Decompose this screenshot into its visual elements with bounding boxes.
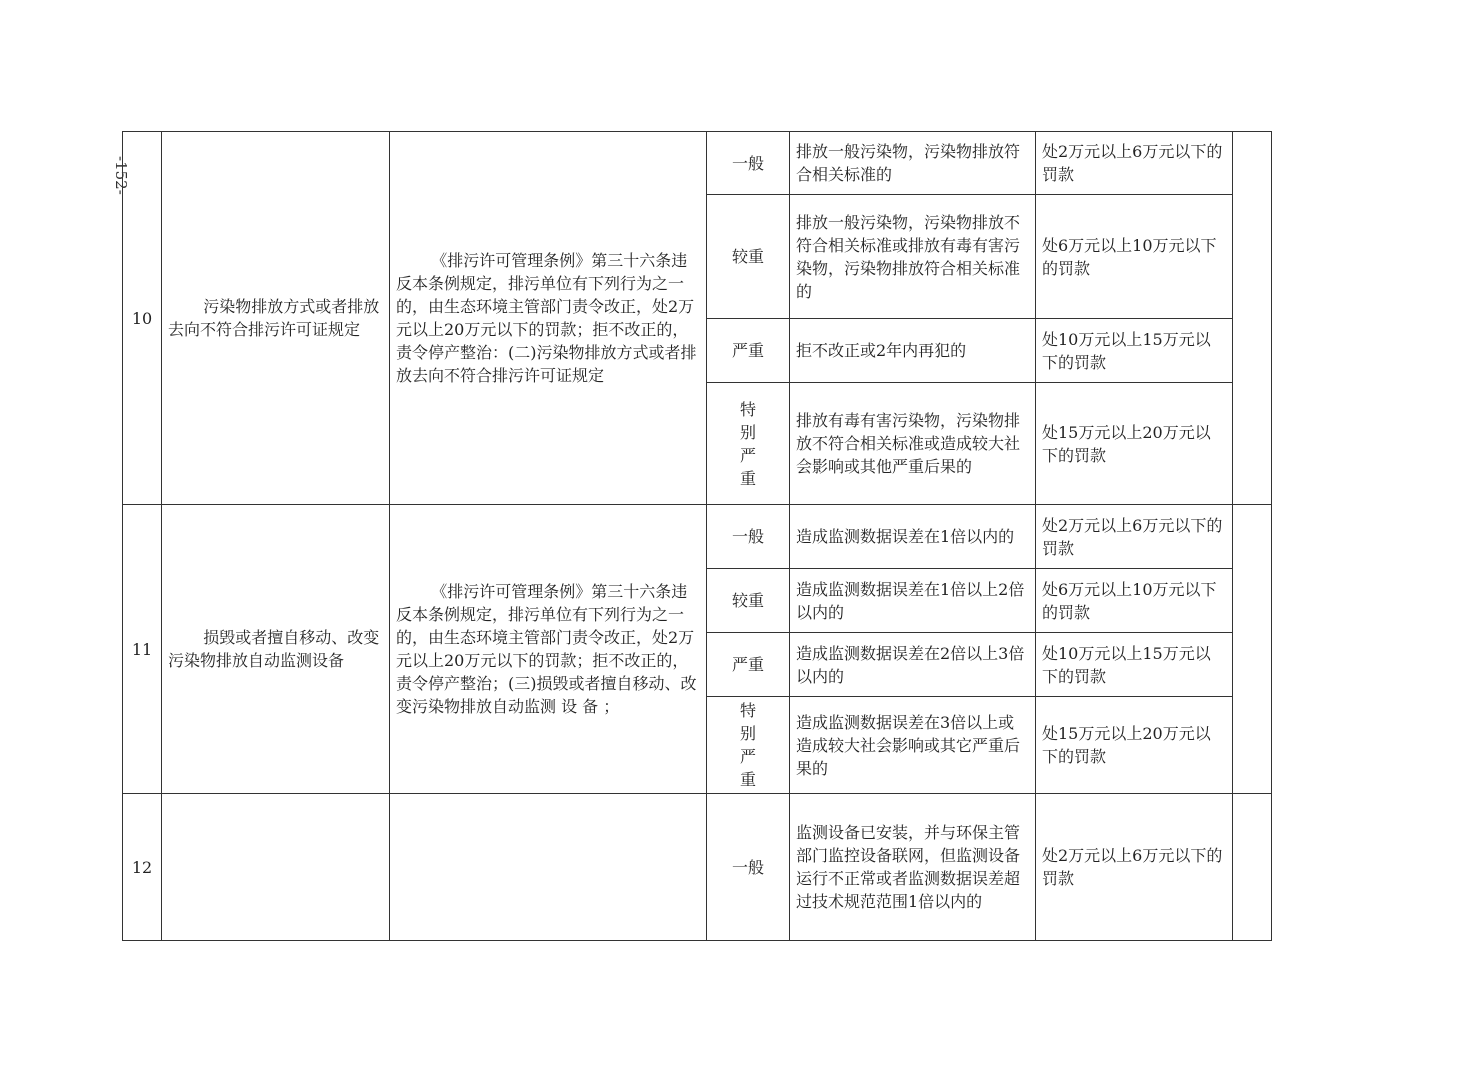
legal-basis: 《排污许可管理条例》第三十六条违反本条例规定，排污单位有下列行为之一的，由生态环境主管部门责令改正，处2万元以上20万元以下的罚款；拒不改正的，责令停产整治：(二)污染物排放方式或者排放去向不符合排污许可证规定: [390, 132, 707, 505]
penalty-standard: 处6万元以上10万元以下的罚款: [1036, 195, 1233, 319]
severity-level: 一般: [707, 794, 790, 941]
severity-level: 严重: [707, 633, 790, 697]
violation-circumstance: 排放有毒有害污染物，污染物排放不符合相关标准或造成较大社会影响或其他严重后果的: [790, 383, 1036, 505]
page-number: -152-: [112, 156, 130, 195]
violation-circumstance: 造成监测数据误差在3倍以上或造成较大社会影响或其它严重后果的: [790, 697, 1036, 794]
legal-basis: [390, 794, 707, 941]
remark-cell: [1233, 505, 1272, 794]
item-number: 12: [123, 794, 162, 941]
violation-circumstance: 排放一般污染物，污染物排放不符合相关标准或排放有毒有害污染物，污染物排放符合相关标准的: [790, 195, 1036, 319]
penalty-standard: 处2万元以上6万元以下的罚款: [1036, 132, 1233, 195]
severity-level: 较重: [707, 569, 790, 633]
penalty-standard: 处2万元以上6万元以下的罚款: [1036, 794, 1233, 941]
item-number: 10: [123, 132, 162, 505]
penalty-standard: 处10万元以上15万元以下的罚款: [1036, 633, 1233, 697]
table-row: [123, 132, 1272, 195]
severity-level: 一般: [707, 132, 790, 195]
violation-circumstance: 拒不改正或2年内再犯的: [790, 319, 1036, 383]
violation-description: 污染物排放方式或者排放去向不符合排污许可证规定: [162, 132, 390, 505]
penalty-standard: 处6万元以上10万元以下的罚款: [1036, 569, 1233, 633]
violation-circumstance: 排放一般污染物，污染物排放符合相关标准的: [790, 132, 1036, 195]
penalty-standard: 处15万元以上20万元以下的罚款: [1036, 697, 1233, 794]
penalty-standard: 处10万元以上15万元以下的罚款: [1036, 319, 1233, 383]
violation-circumstance: 造成监测数据误差在2倍以上3倍以内的: [790, 633, 1036, 697]
severity-level: 严重: [707, 319, 790, 383]
violation-description: [162, 794, 390, 941]
severity-level: 特别严重: [707, 697, 790, 794]
legal-basis: 《排污许可管理条例》第三十六条违反本条例规定，排污单位有下列行为之一的，由生态环境主管部门责令改正，处2万元以上20万元以下的罚款；拒不改正的，责令停产整治；(三)损毁或者擅自移动、改变污染物排放自动监测 设 备 ；: [390, 505, 707, 794]
table-row: [123, 505, 1272, 569]
item-number: 11: [123, 505, 162, 794]
penalty-standard: 处15万元以上20万元以下的罚款: [1036, 383, 1233, 505]
violation-circumstance: 造成监测数据误差在1倍以上2倍以内的: [790, 569, 1036, 633]
severity-level: 较重: [707, 195, 790, 319]
penalty-standard: 处2万元以上6万元以下的罚款: [1036, 505, 1233, 569]
severity-level: 特别严重: [707, 383, 790, 505]
violation-circumstance: 监测设备已安装，并与环保主管部门监控设备联网，但监测设备运行不正常或者监测数据误差超过技术规范范围1倍以内的: [790, 794, 1036, 941]
penalty-standard-table: [122, 131, 1272, 941]
remark-cell: [1233, 794, 1272, 941]
remark-cell: [1233, 132, 1272, 505]
violation-circumstance: 造成监测数据误差在1倍以内的: [790, 505, 1036, 569]
severity-level: 一般: [707, 505, 790, 569]
violation-description: 损毁或者擅自移动、改变污染物排放自动监测设备: [162, 505, 390, 794]
table-row: [123, 794, 1272, 941]
